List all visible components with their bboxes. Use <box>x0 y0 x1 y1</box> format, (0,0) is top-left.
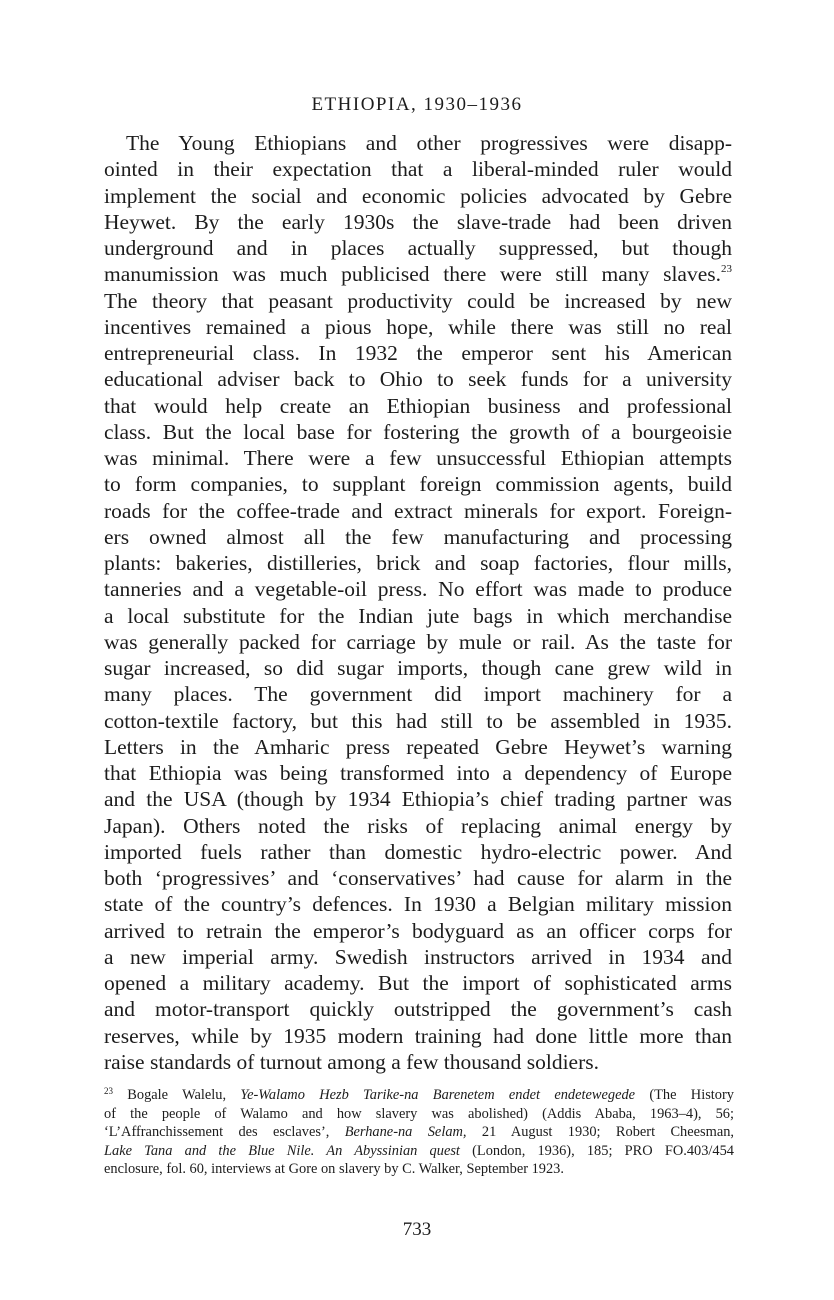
text-line: roads for the coffee-trade and extract minerals for export. Foreign- <box>104 498 732 523</box>
text-line: Letters in the Amharic press repeated Gebre Heywet’s warning <box>104 734 732 759</box>
text-line: imported fuels rather than domestic hydro-electric power. And <box>104 839 732 864</box>
text-line: tanneries and a vegetable-oil press. No effort was made to produce <box>104 577 732 602</box>
text-line-with-footnote <box>104 261 732 287</box>
running-head: ETHIOPIA, 1930–1936 <box>311 94 523 115</box>
text-line: entrepreneurial class. In 1932 the emperor sent his American <box>104 341 732 365</box>
footnote-text: Bogale Walelu, <box>113 1087 241 1103</box>
text-line: sugar increased, so did sugar imports, though cane grew wild in <box>104 656 732 680</box>
text-line: The Young Ethiopians and other progressives were disapp- <box>126 131 732 155</box>
text-line: arrived to retrain the emperor’s bodyguard as an officer corps for <box>104 918 732 943</box>
body-text <box>104 130 732 1075</box>
text-line: that Ethiopia was being transformed into a dependency of Europe <box>104 761 732 785</box>
text-line: many places. The government did import machinery for a <box>104 682 732 707</box>
page-number: 733 <box>402 1219 432 1240</box>
footnote-title: Ye-Walamo Hezb Tarike-na Barenetem endet endetewegede <box>240 1087 636 1103</box>
text-line: Heywet. By the early 1930s the slave-trade had been driven <box>104 209 732 234</box>
footnote-line <box>104 1086 734 1105</box>
text-line: raise standards of turnout among a few thousand soldiers. <box>104 1049 599 1074</box>
text-line: implement the social and economic policies advocated by Gebre <box>104 183 732 208</box>
text-line: state of the country’s defences. In 1930 a Belgian military mission <box>104 892 732 917</box>
footnote-line <box>104 1142 734 1161</box>
footnote-reference: 23 <box>721 263 732 276</box>
text-line: cotton-textile factory, but this had still to be assembled in 1935. <box>104 708 732 733</box>
text-line: ointed in their expectation that a liberal-minded ruler would <box>104 157 732 182</box>
text-line: to form companies, to supplant foreign commission agents, build <box>104 472 732 497</box>
text-line: and the USA (though by 1934 Ethiopia’s chief trading partner was <box>104 787 732 812</box>
footnote-number: 23 <box>104 1086 113 1096</box>
text-line: incentives remained a pious hope, while there was still no real <box>104 314 732 339</box>
footnote-title: Berhane-na Selam, <box>344 1124 467 1140</box>
text-line: plants: bakeries, distilleries, brick and soap factories, flour mills, <box>104 551 732 575</box>
text-line: Japan). Others noted the risks of replacing animal energy by <box>104 813 732 838</box>
footnotes <box>104 1086 734 1179</box>
text-line: manumission was much publicised there were still many slaves. <box>104 262 721 287</box>
text-line: a local substitute for the Indian jute bags in which merchandise <box>104 603 732 628</box>
text-line: was generally packed for carriage by mule or rail. As the taste for <box>104 629 732 654</box>
text-line: opened a military academy. But the import of sophisticated arms <box>104 971 732 995</box>
text-line: class. But the local base for fostering the growth of a bourgeoisie <box>104 419 732 444</box>
footnote-text: ‘L’Affranchissement des esclaves’, <box>104 1124 345 1140</box>
text-line: and motor-transport quickly outstripped the government’s cash <box>104 997 732 1022</box>
text-line: reserves, while by 1935 modern training had done little more than <box>104 1023 732 1048</box>
text-line: that would help create an Ethiopian business and professional <box>104 393 732 418</box>
text-line: educational adviser back to Ohio to seek funds for a university <box>104 367 732 392</box>
footnote-text: 21 August 1930; Robert Cheesman, <box>466 1124 734 1140</box>
footnote-text: (The History <box>635 1087 734 1103</box>
footnote-line: of the people of Walamo and how slavery was abolished) (Addis Ababa, 1963–4), 56; <box>104 1105 734 1122</box>
footnote-line <box>104 1123 734 1142</box>
text-line: ers owned almost all the few manufacturing and processing <box>104 524 732 549</box>
text-line: both ‘progressives’ and ‘conservatives’ had cause for alarm in the <box>104 866 732 890</box>
footnote-line: enclosure, fol. 60, interviews at Gore on slavery by C. Walker, September 1923. <box>104 1161 564 1177</box>
text-line: The theory that peasant productivity could be increased by new <box>104 288 732 313</box>
footnote-title: Lake Tana and the Blue Nile. An Abyssinian quest <box>104 1142 460 1159</box>
text-line: underground and in places actually suppressed, but though <box>104 236 732 260</box>
text-line: a new imperial army. Swedish instructors arrived in 1934 and <box>104 944 732 969</box>
footnote-text: (London, 1936), 185; PRO FO.403/454 <box>459 1142 734 1159</box>
text-line: was minimal. There were a few unsuccessful Ethiopian attempts <box>104 446 732 470</box>
